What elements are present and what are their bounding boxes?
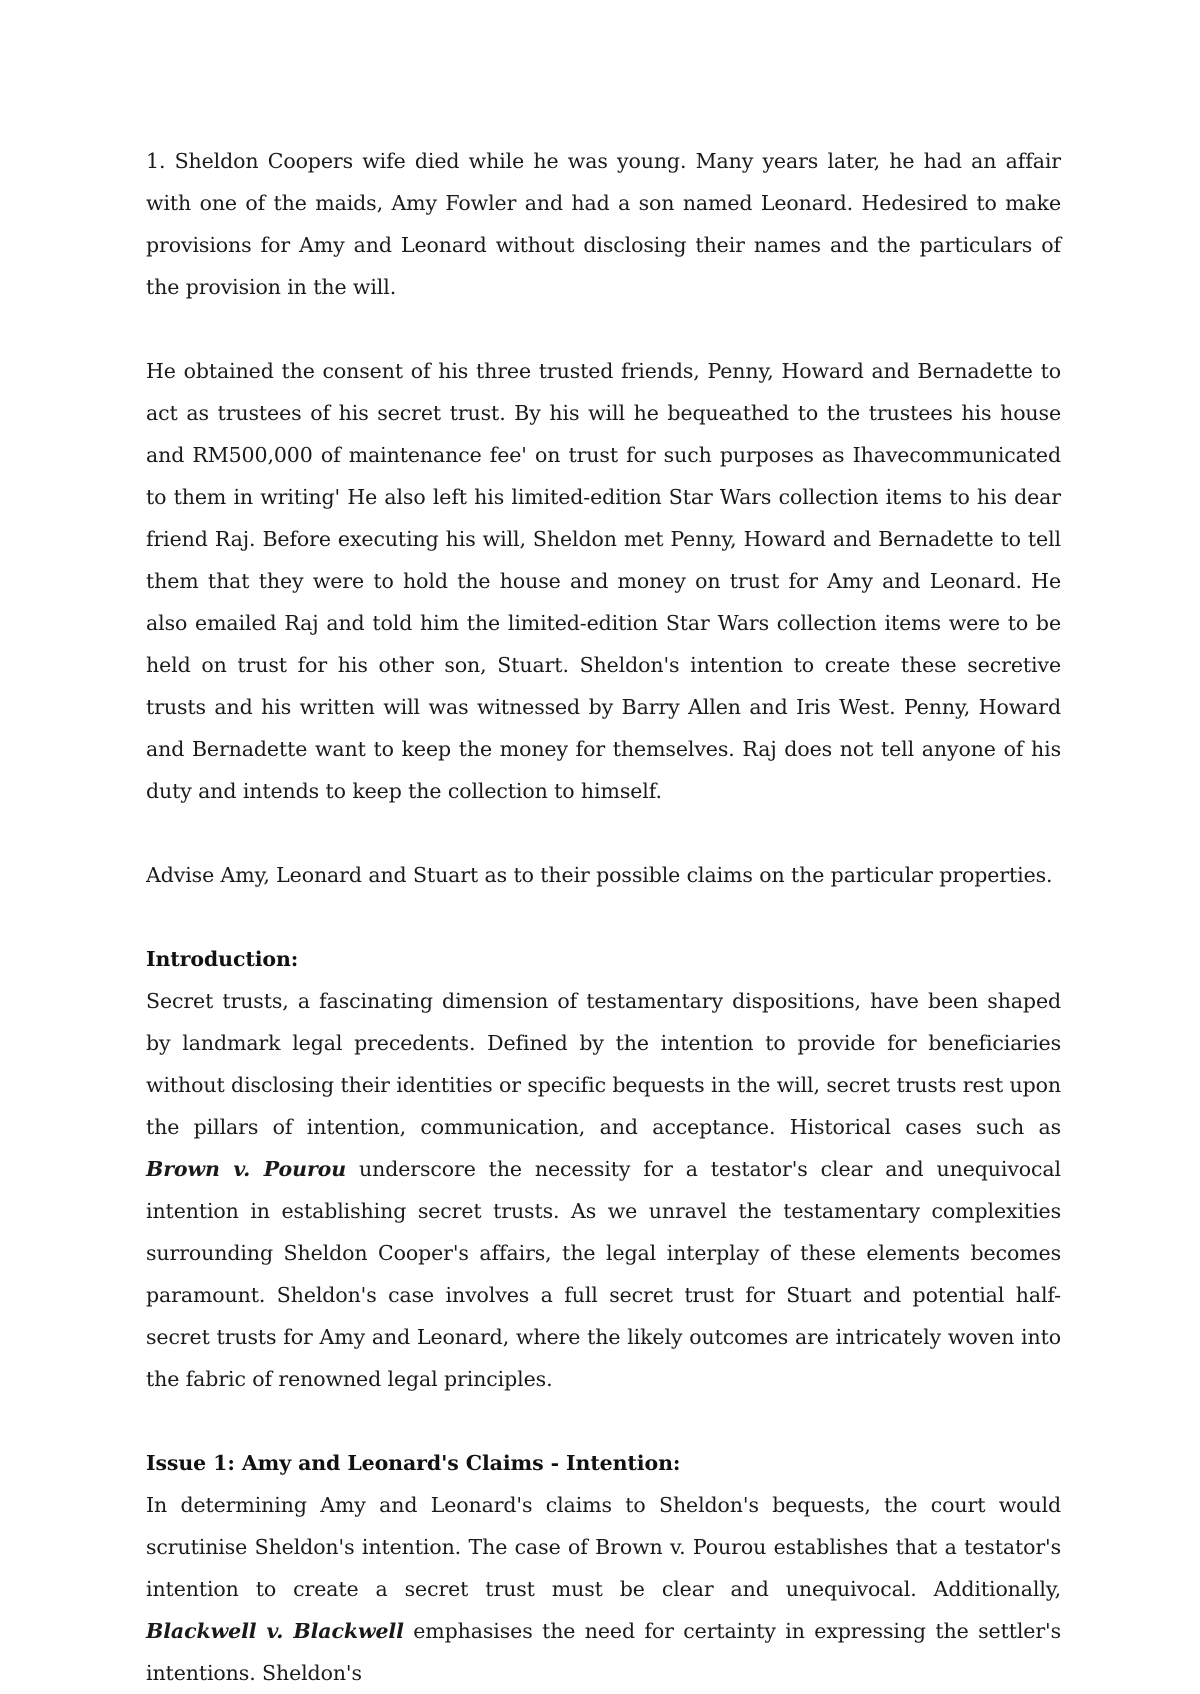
document-body — [146, 140, 1061, 1694]
issue-1-text-end: emphasises the need for certainty in expressing the settler's intentions. Sheldon's — [146, 1619, 1061, 1685]
case-citation-brown-v-pourou: Brown v. Pourou — [146, 1157, 347, 1181]
question-paragraph-3: Advise Amy, Leonard and Stuart as to their possible claims on the particular properties. — [146, 863, 1053, 887]
introduction-heading: Introduction: — [146, 947, 299, 971]
question-paragraph-2: He obtained the consent of his three trusted friends, Penny, Howard and Bernadette to act as trustees of his secret trust. By his will he bequeathed to the trustees his house and RM500,000 of maintenance fee' on trust for such purposes as Ihavecommunicated to them in writing' He also left his limited-edition Star Wars collection items to his dear friend Raj. Before executing his will, Sheldon met Penny, Howard and Bernadette to tell them that they were to hold the house and money on trust for Amy and Leonard. He also emailed Raj and told him the limited-edition Star Wars collection items were to be held on trust for his other son, Stuart. Sheldon's intention to create these secretive trusts and his written will was witnessed by Barry Allen and Iris West. Penny, Howard and Bernadette want to keep the money for themselves. Raj does not tell anyone of his duty and intends to keep the collection to himself. — [146, 359, 1061, 803]
case-citation-blackwell-v-blackwell: Blackwell v. Blackwell — [146, 1619, 404, 1643]
issue-1-text-start: In determining Amy and Leonard's claims to Sheldon's bequests, the court would scrutinise Sheldon's intention. The case of Brown v. Pourou establishes that a testator's intention to create a secret trust must be clear and unequivocal. Additionally, — [146, 1493, 1061, 1601]
issue-1-heading: Issue 1: Amy and Leonard's Claims - Intention: — [146, 1451, 681, 1475]
issue-1-paragraph — [146, 1484, 1061, 1694]
question-paragraph-1: 1. Sheldon Coopers wife died while he was young. Many years later, he had an affair with one of the maids, Amy Fowler and had a son named Leonard. Hedesired to make provisions for Amy and Leonard without disclosing their names and the particulars of the provision in the will. — [146, 149, 1061, 299]
introduction-paragraph — [146, 980, 1061, 1400]
introduction-text-start: Secret trusts, a fascinating dimension of testamentary dispositions, have been shaped by landmark legal precedents. Defined by the intention to provide for beneficiaries without disclosing their identities or specific bequests in the will, secret trusts rest upon the pillars of intention, communication, and acceptance. Historical cases such as — [146, 989, 1061, 1139]
introduction-text-end: underscore the necessity for a testator's clear and unequivocal intention in establishing secret trusts. As we unravel the testamentary complexities surrounding Sheldon Cooper's affairs, the legal interplay of these elements becomes paramount. Sheldon's case involves a full secret trust for Stuart and potential half-secret trusts for Amy and Leonard, where the likely outcomes are intricately woven into the fabric of renowned legal principles. — [146, 1157, 1061, 1391]
